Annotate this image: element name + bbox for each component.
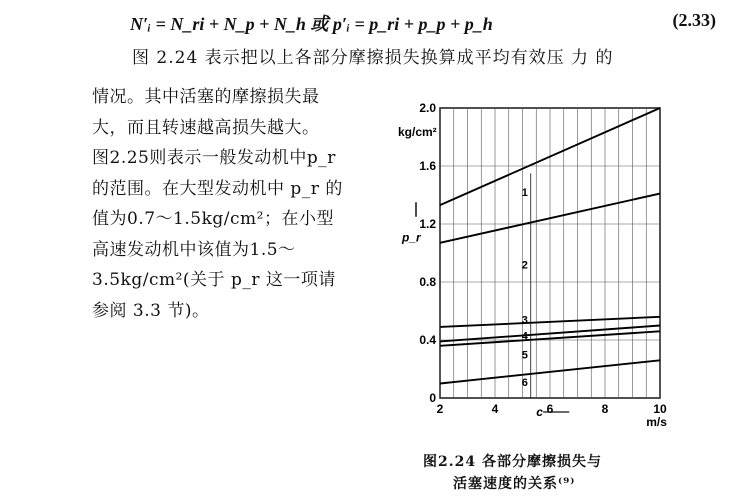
y-axis-label: p_r bbox=[402, 230, 421, 245]
paragraph-first-line: 图 2.24 表示把以上各部分摩擦损失换算成平均有效压 力 的 bbox=[132, 48, 614, 68]
equation-text: N′ᵢ = N_ri + N_p + N_h 或 p′ᵢ = p_ri + p_p + p_h bbox=[130, 14, 493, 34]
curve-label-3: 3 bbox=[521, 314, 528, 327]
equation-number: (2.33) bbox=[672, 10, 716, 30]
y-axis-unit: kg/cm² bbox=[398, 125, 437, 139]
y-tick-label: 1.2 bbox=[419, 217, 436, 231]
paragraph-line: 高速发动机中该值为1.5～ bbox=[92, 239, 296, 260]
caption-line-2: 活塞速度的关系⁽⁹⁾ bbox=[453, 476, 576, 492]
x-tick-label: 10 bbox=[653, 402, 667, 416]
paragraph-line: 3.5kg/cm²(关于 p_r 这一项请 bbox=[92, 270, 336, 290]
x-axis-label: c bbox=[536, 405, 543, 419]
y-tick-label: 1.6 bbox=[419, 159, 436, 173]
curve-label-5: 5 bbox=[521, 349, 528, 362]
paragraph-line: 图2.25则表示一般发动机中p_r bbox=[92, 148, 336, 168]
paragraph-line: 情况。其中活塞的摩擦损失最 bbox=[92, 87, 320, 107]
y-tick-label: 0.8 bbox=[419, 275, 436, 289]
paragraph-line: 的范围。在大型发动机中 p_r 的 bbox=[92, 178, 343, 199]
figure-caption bbox=[423, 451, 683, 495]
curve-label-4: 4 bbox=[521, 330, 528, 343]
x-tick-label: 2 bbox=[436, 402, 444, 416]
x-tick-label: 8 bbox=[601, 402, 609, 416]
x-tick-label: 4 bbox=[491, 402, 499, 416]
caption-line-1: 图2.24 各部分摩擦损失与 bbox=[423, 454, 602, 470]
y-tick-label: 0 bbox=[429, 391, 436, 405]
paragraph-line: 值为0.7～1.5kg/cm²；在小型 bbox=[92, 209, 334, 229]
curve-label-1: 1 bbox=[521, 187, 528, 200]
curve-label-6: 6 bbox=[521, 377, 528, 390]
x-tick-label: 6 bbox=[546, 402, 554, 416]
chart-ticks bbox=[419, 101, 667, 416]
y-tick-label: 2.0 bbox=[419, 101, 436, 115]
paragraph-line: 大，而且转速越高损失越大。 bbox=[92, 117, 320, 138]
x-axis-unit: m/s bbox=[646, 415, 667, 429]
chart-labels bbox=[398, 125, 667, 429]
chart-grid bbox=[440, 108, 660, 398]
y-tick-label: 0.4 bbox=[419, 333, 436, 347]
curve-label-2: 2 bbox=[521, 259, 528, 272]
paragraph-line: 参阅 3.3 节)。 bbox=[92, 300, 210, 321]
